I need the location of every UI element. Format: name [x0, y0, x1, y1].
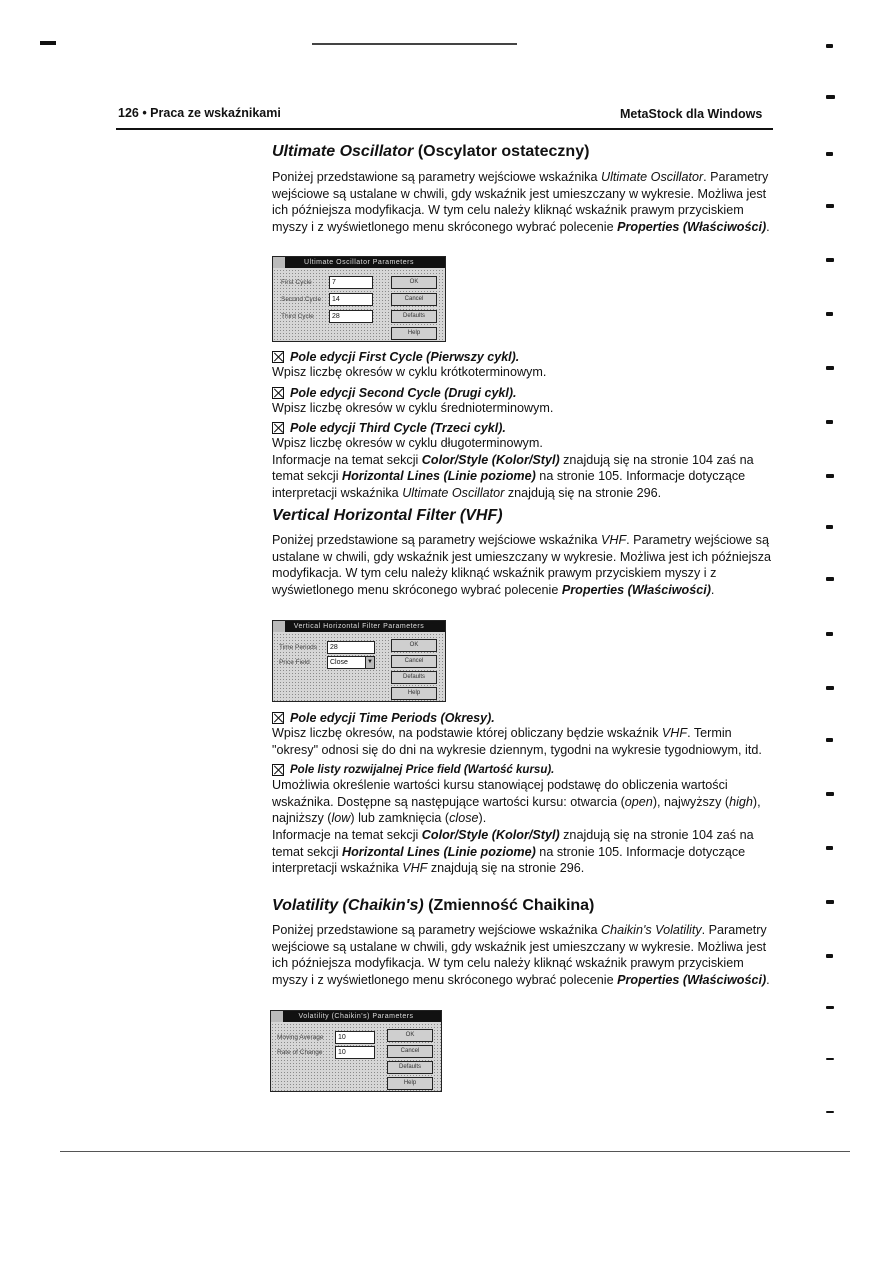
scan-mark — [826, 686, 834, 690]
scan-mark — [826, 525, 833, 529]
dialog-title-bar: Vertical Horizontal Filter Parameters — [273, 621, 445, 632]
scan-mark — [826, 738, 833, 742]
item-title: Pole edycji Second Cycle (Drugi cykl). — [272, 386, 772, 400]
first-cycle-input[interactable]: 7 — [329, 276, 373, 289]
dropdown-arrow-icon[interactable]: ▼ — [365, 656, 375, 669]
scan-mark — [826, 900, 834, 904]
scan-mark — [826, 312, 833, 316]
item-title: Pole edycji Third Cycle (Trzeci cykl). — [272, 421, 772, 435]
section-title: Vertical Horizontal Filter (VHF) — [272, 507, 503, 524]
help-button[interactable]: Help — [391, 687, 437, 700]
time-periods-input[interactable]: 28 — [327, 641, 375, 654]
moving-average-label: Moving Average — [277, 1034, 324, 1041]
info-paragraph: Informacje na temat sekcji Color/Style (Kolor/Styl) znajdują się na stronie 104 zaś na temat sekcji Horizontal Lines (Linie poziome) na stronie 105. Informacje dotyczące interpretacji wskaźnika VHF znajdują się na stronie 296. — [272, 827, 754, 876]
dialog-title-bar: Ultimate Oscillator Parameters — [273, 257, 445, 268]
item-desc: Umożliwia określenie wartości kursu stanowiącej podstawę do obliczenia wartości wskaźnika. Dostępne są następujące wartości kursu: otwarcia (open), najwyższy (high), najniższy (low) lub zamknięcia (close). — [272, 778, 761, 826]
scan-mark — [826, 1006, 834, 1009]
system-menu-icon[interactable] — [273, 257, 286, 268]
vhf-parameter-list — [272, 711, 772, 877]
rate-of-change-input[interactable]: 10 — [335, 1046, 375, 1059]
checkbox-icon — [272, 351, 284, 363]
bottom-rule — [60, 1151, 850, 1152]
first-cycle-label: First Cycle — [281, 279, 312, 286]
section-volatility-chaikin — [272, 896, 772, 988]
second-cycle-input[interactable]: 14 — [329, 293, 373, 306]
cancel-button[interactable]: Cancel — [391, 655, 437, 668]
third-cycle-label: Third Cycle — [281, 313, 314, 320]
defaults-button[interactable]: Defaults — [391, 310, 437, 323]
scan-mark — [826, 577, 834, 581]
checkbox-icon — [272, 422, 284, 434]
volatility-chaikin-dialog — [270, 1010, 442, 1092]
info-paragraph: Informacje na temat sekcji Color/Style (Kolor/Styl) znajdują się na stronie 104 zaś na temat sekcji Horizontal Lines (Linie poziome) na stronie 105. Informacje dotyczące interpretacji wskaźnika Ultimate Oscillator znajdują się na stronie 296. — [272, 452, 754, 500]
section-title: Ultimate Oscillator (Oscylator ostateczny) — [272, 143, 590, 160]
defaults-button[interactable]: Defaults — [391, 671, 437, 684]
ok-button[interactable]: OK — [391, 639, 437, 652]
item-desc: Wpisz liczbę okresów w cyklu długoterminowym. — [272, 436, 543, 451]
scan-mark — [826, 152, 833, 156]
dropdown-checkbox-icon — [272, 764, 284, 776]
running-header-right: MetaStock dla Windows — [620, 107, 763, 121]
section-vhf — [272, 506, 772, 598]
item-title: Pole listy rozwijalnej Price field (Wartość kursu). — [272, 763, 772, 777]
top-rule — [312, 43, 517, 45]
time-periods-label: Time Periods — [279, 644, 318, 651]
checkbox-icon — [272, 712, 284, 724]
scan-mark — [826, 420, 833, 424]
header-rule — [116, 128, 773, 130]
third-cycle-input[interactable]: 28 — [329, 310, 373, 323]
scan-mark — [826, 366, 834, 370]
system-menu-icon[interactable] — [271, 1011, 284, 1022]
scan-mark — [826, 954, 833, 958]
intro-paragraph: Poniżej przedstawione są parametry wejściowe wskaźnika VHF. Parametry wejściowe są ustalane w chwili, gdy wskaźnik jest umieszczany w wykresie. Możliwa jest ich późniejsza modyfikacja. W tym celu należy kliknąć wskaźnik prawym przyciskiem myszy i z wyświetlonego menu skróconego wybrać polecenie Properties (Właściwości). — [272, 533, 772, 597]
section-title: Volatility (Chaikin's) (Zmienność Chaikina) — [272, 897, 595, 914]
scan-mark — [40, 41, 56, 45]
ok-button[interactable]: OK — [387, 1029, 433, 1042]
defaults-button[interactable]: Defaults — [387, 1061, 433, 1074]
scan-mark — [826, 474, 834, 478]
cancel-button[interactable]: Cancel — [391, 293, 437, 306]
scan-mark — [826, 44, 833, 48]
scan-mark — [826, 1058, 834, 1060]
item-desc: Wpisz liczbę okresów, na podstawie której obliczany będzie wskaźnik VHF. Termin "okresy" odnosi się do dni na wykresie dziennym, tygodni na wykresie tygodniowym, itd. — [272, 726, 762, 757]
item-title: Pole edycji First Cycle (Pierwszy cykl). — [272, 350, 772, 364]
moving-average-input[interactable]: 10 — [335, 1031, 375, 1044]
item-title: Pole edycji Time Periods (Okresy). — [272, 711, 772, 725]
ultimate-oscillator-dialog — [272, 256, 446, 342]
help-button[interactable]: Help — [391, 327, 437, 340]
intro-paragraph: Poniżej przedstawione są parametry wejściowe wskaźnika Chaikin's Volatility. Parametry wejściowe są ustalane w chwili, gdy wskaźnik jest umieszczany w wykresie. Możliwa jest ich późniejsza modyfikacja. W tym celu należy kliknąć wskaźnik prawym przyciskiem myszy i z wyświetlonego menu skróconego wybrać polecenie Properties (Właściwości). — [272, 923, 770, 987]
system-menu-icon[interactable] — [273, 621, 286, 632]
scan-mark — [826, 846, 833, 850]
item-desc: Wpisz liczbę okresów w cyklu krótkoterminowym. — [272, 365, 547, 379]
uo-parameter-list — [272, 350, 772, 502]
price-field-label: Price Field — [279, 659, 310, 666]
intro-paragraph: Poniżej przedstawione są parametry wejściowe wskaźnika Ultimate Oscillator. Parametry wejściowe są ustalane w chwili, gdy wskaźnik jest umieszczany w wykresie. Możliwa jest ich późniejsza modyfikacja. W tym celu należy kliknąć wskaźnik prawym przyciskiem myszy i z wyświetlonego menu skróconego wybrać polecenie Properties (Właściwości). — [272, 170, 770, 234]
vhf-dialog — [272, 620, 446, 702]
cancel-button[interactable]: Cancel — [387, 1045, 433, 1058]
scan-mark — [826, 1111, 834, 1113]
ok-button[interactable]: OK — [391, 276, 437, 289]
scan-mark — [826, 95, 835, 99]
scan-mark — [826, 632, 833, 636]
second-cycle-label: Second Cycle — [281, 296, 322, 303]
rate-of-change-label: Rate of Change — [277, 1049, 323, 1056]
scan-mark — [826, 792, 834, 796]
item-desc: Wpisz liczbę okresów w cyklu średnioterminowym. — [272, 400, 554, 415]
dialog-title-bar: Volatility (Chaikin's) Parameters — [271, 1011, 441, 1022]
price-field-select[interactable]: Close ▼ — [327, 656, 375, 669]
scan-mark — [826, 204, 834, 208]
help-button[interactable]: Help — [387, 1077, 433, 1090]
running-header-left: 126 • Praca ze wskaźnikami — [118, 106, 281, 120]
section-ultimate-oscillator — [272, 142, 772, 235]
scan-mark — [826, 258, 834, 262]
checkbox-icon — [272, 387, 284, 399]
